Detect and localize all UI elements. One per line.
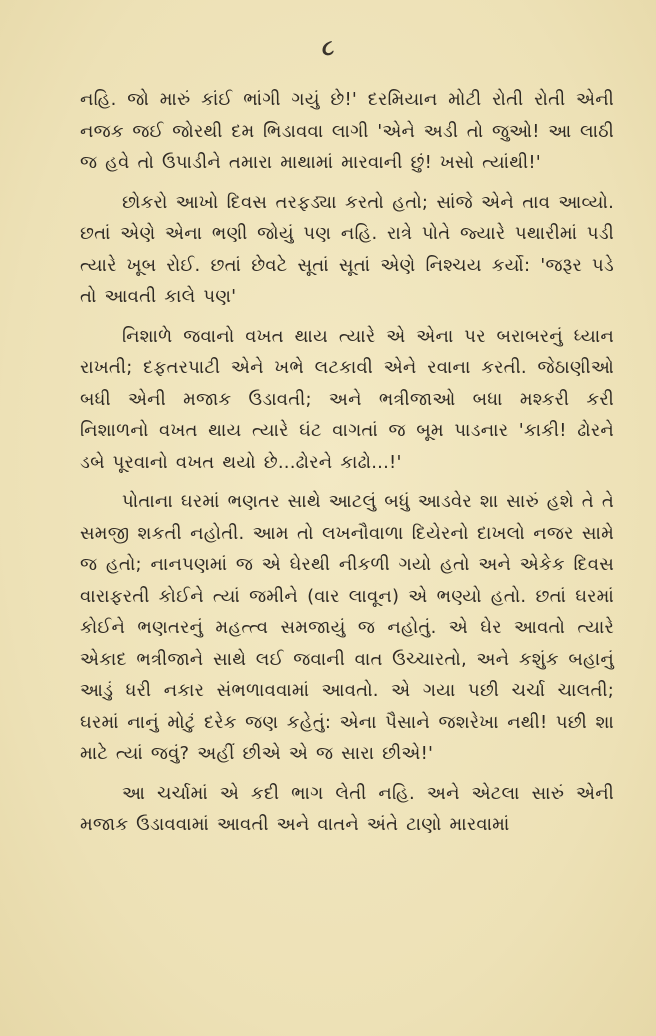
page-number: ૮ <box>321 36 335 61</box>
paragraph-2: છોકરો આખો દિવસ તરફડ્યા કરતો હતો; સાંજે એને તાવ આવ્યો. છતાં એણે એના ભણી જોયું પણ નહિ. રાત્રે પોતે જ્યારે પથારીમાં પડી ત્યારે ખૂબ રોઈ. છતાં છેવટે સૂતાં સૂતાં એણે નિશ્ચય કર્યો: 'જરૂર પડે તો આવતી કાલે પણ' <box>80 191 614 307</box>
body-text <box>80 84 614 849</box>
paragraph-1: નહિ. જો મારું કાંઈ ભાંગી ગયું છે!' દરમિયાન મોટી રોતી રોતી એની નજક જઈ જોરથી દમ ભિડાવવા લાગી 'એને અડી તો જુઓ! આ લાઠી જ હવે તો ઉપાડીને તમારા માથામાં મારવાની છું! ખસો ત્યાંથી!' <box>80 89 614 173</box>
paragraph-4: પોતાના ઘરમાં ભણતર સાથે આટલું બધું આડવેર શા સારું હશે તે તે સમજી શકતી નહોતી. આમ તો લખનૌવાળા દિયેરનો દાખલો નજર સામે જ હતો; નાનપણમાં જ એ ઘેરથી નીકળી ગયો હતો અને એકેક દિવસ વારાફરતી કોઈને ત્યાં જમીને (વાર લાવૂન) એ ભણ્યો હતો. છતાં ઘરમાં કોઈને ભણતરનું મહત્ત્વ સમજાયું જ નહોતું. એ ઘેર આવતો ત્યારે એકાદ ભત્રીજાને સાથે લઈ જવાની વાત ઉચ્ચારતો, અને કશુંક બહાનું આડું ધરી નકાર સંભળાવવામાં આવતો. એ ગયા પછી ચર્ચા ચાલતી; ઘરમાં નાનું મોટું દરેક જણ કહેતું: એના પૈસાને જશરેખા નથી! પછી શા માટે ત્યાં જવું? અહીં છીએ એ જ સારા છીએ!' <box>80 491 614 764</box>
paragraph-3: નિશાળે જવાનો વખત થાય ત્યારે એ એના પર બરાબરનું ધ્યાન રાખતી; દફતરપાટી એને ખભે લટકાવી એને રવાના કરતી. જેઠાણીઓ બધી એની મજાક ઉડાવતી; અને ભત્રીજાઓ બધા મશ્કરી કરી નિશાળનો વખત થાય ત્યારે ઘંટ વાગતાં જ બૂમ પાડનાર 'કાકી! ઢોરને ડબે પૂરવાનો વખત થયો છે...ઢોરને કાઢો...!' <box>80 325 614 473</box>
paragraph-5: આ ચર્ચામાં એ કદી ભાગ લેતી નહિ. અને એટલા સારું એની મજાક ઉડાવવામાં આવતી અને વાતને અંતે ટાણો મારવામાં <box>80 782 614 835</box>
